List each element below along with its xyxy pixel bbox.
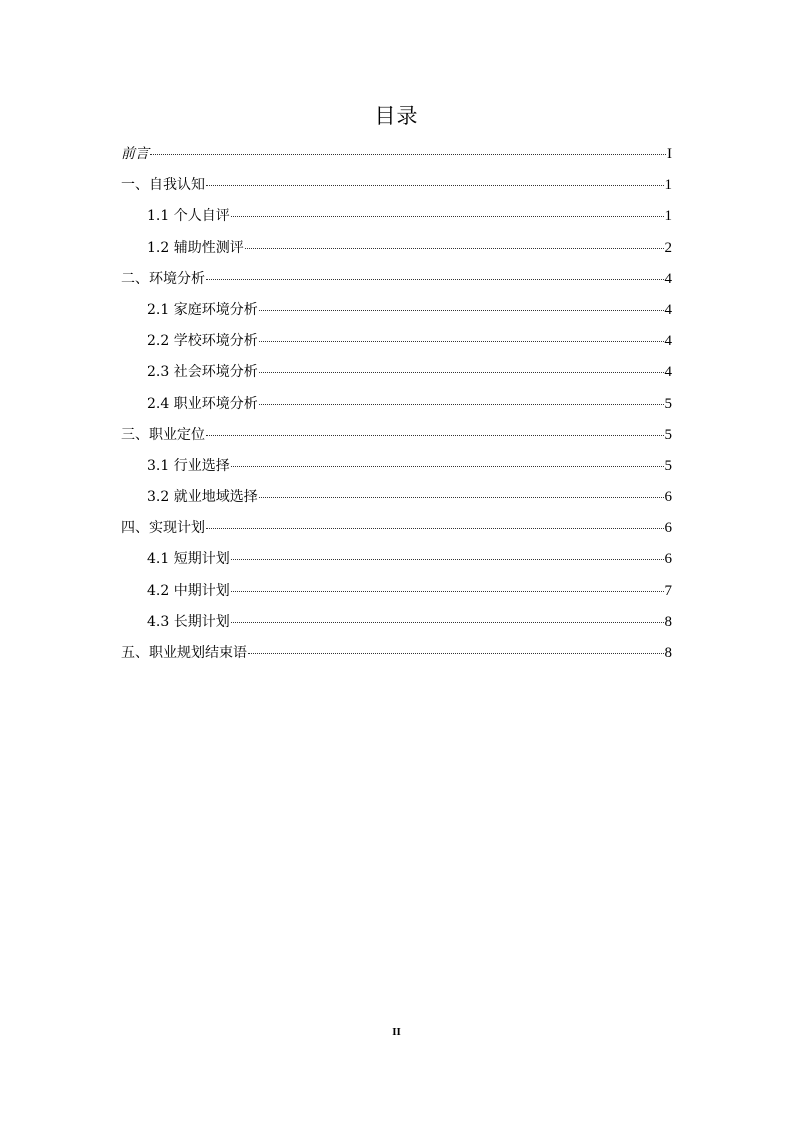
page-title: 目录 xyxy=(374,104,419,128)
toc-entry-page-number: 4 xyxy=(664,333,672,350)
toc-entry-conclusion[interactable] xyxy=(121,642,672,673)
dot-leader xyxy=(206,185,664,186)
dot-leader xyxy=(231,559,664,560)
toc-entry-page-number: 1 xyxy=(664,208,672,225)
dot-leader xyxy=(231,591,664,592)
toc-entry-label: 4.3 长期计划 xyxy=(147,613,230,630)
toc-entry-label: 三、职业定位 xyxy=(121,426,205,443)
dot-leader xyxy=(231,466,664,467)
toc-entry-page-number: 7 xyxy=(664,582,672,599)
dot-leader xyxy=(231,216,664,217)
dot-leader xyxy=(259,404,664,405)
page-number-footer: II xyxy=(392,1026,401,1038)
dot-leader xyxy=(259,341,664,342)
toc-entry-self-awareness[interactable] xyxy=(121,174,672,205)
dot-leader xyxy=(150,154,666,155)
dot-leader xyxy=(206,279,664,280)
toc-entry-page-number: 6 xyxy=(664,520,672,537)
toc-entry-3-2[interactable] xyxy=(121,486,672,517)
toc-entry-page-number: 8 xyxy=(664,613,672,630)
dot-leader xyxy=(248,653,664,654)
toc-entry-label: 2.3 社会环境分析 xyxy=(147,364,258,381)
dot-leader xyxy=(231,622,664,623)
toc-entry-page-number: 8 xyxy=(664,645,672,661)
toc-entry-4-2[interactable] xyxy=(121,580,672,611)
dot-leader xyxy=(245,248,664,249)
toc-entry-label: 二、环境分析 xyxy=(121,270,205,287)
toc-entry-page-number: 1 xyxy=(664,177,672,194)
dot-leader xyxy=(259,372,664,373)
toc-entry-label: 4.2 中期计划 xyxy=(147,582,230,599)
toc-entry-label: 2.2 学校环境分析 xyxy=(147,333,258,350)
toc-entry-1-1[interactable] xyxy=(121,205,672,236)
toc-entry-1-2[interactable] xyxy=(121,237,672,268)
toc-entry-implementation-plan[interactable] xyxy=(121,517,672,548)
toc-entry-2-1[interactable] xyxy=(121,299,672,330)
toc-entry-label: 2.4 职业环境分析 xyxy=(147,395,258,412)
toc-entry-environment-analysis[interactable] xyxy=(121,268,672,299)
table-of-contents xyxy=(121,143,672,673)
toc-entry-page-number: 6 xyxy=(664,489,672,506)
toc-entry-label: 前言 xyxy=(121,146,149,162)
dot-leader xyxy=(206,528,664,529)
toc-entry-label: 五、职业规划结束语 xyxy=(121,645,247,661)
toc-entry-preface[interactable] xyxy=(121,143,672,174)
toc-entry-page-number: 5 xyxy=(664,457,672,474)
toc-entry-page-number: 5 xyxy=(664,426,672,443)
toc-entry-label: 1.2 辅助性测评 xyxy=(147,239,244,256)
toc-entry-2-2[interactable] xyxy=(121,330,672,361)
toc-entry-label: 四、实现计划 xyxy=(121,520,205,537)
toc-entry-label: 3.2 就业地域选择 xyxy=(147,489,258,506)
dot-leader xyxy=(206,435,664,436)
toc-entry-4-3[interactable] xyxy=(121,611,672,642)
toc-entry-page-number: 6 xyxy=(664,551,672,568)
toc-entry-label: 4.1 短期计划 xyxy=(147,551,230,568)
toc-entry-page-number: 4 xyxy=(664,364,672,381)
toc-entry-label: 1.1 个人自评 xyxy=(147,208,230,225)
toc-entry-4-1[interactable] xyxy=(121,548,672,579)
toc-entry-page-number: 4 xyxy=(664,301,672,318)
toc-entry-3-1[interactable] xyxy=(121,455,672,486)
toc-entry-label: 3.1 行业选择 xyxy=(147,457,230,474)
toc-entry-label: 2.1 家庭环境分析 xyxy=(147,301,258,318)
toc-entry-page-number: 4 xyxy=(664,270,672,287)
toc-entry-label: 一、自我认知 xyxy=(121,177,205,194)
toc-entry-page-number: 5 xyxy=(664,395,672,412)
toc-entry-career-positioning[interactable] xyxy=(121,424,672,455)
toc-entry-page-number: 2 xyxy=(664,239,672,256)
toc-entry-page-number: I xyxy=(667,146,672,162)
dot-leader xyxy=(259,310,664,311)
dot-leader xyxy=(259,497,664,498)
toc-entry-2-4[interactable] xyxy=(121,393,672,424)
toc-entry-2-3[interactable] xyxy=(121,361,672,392)
